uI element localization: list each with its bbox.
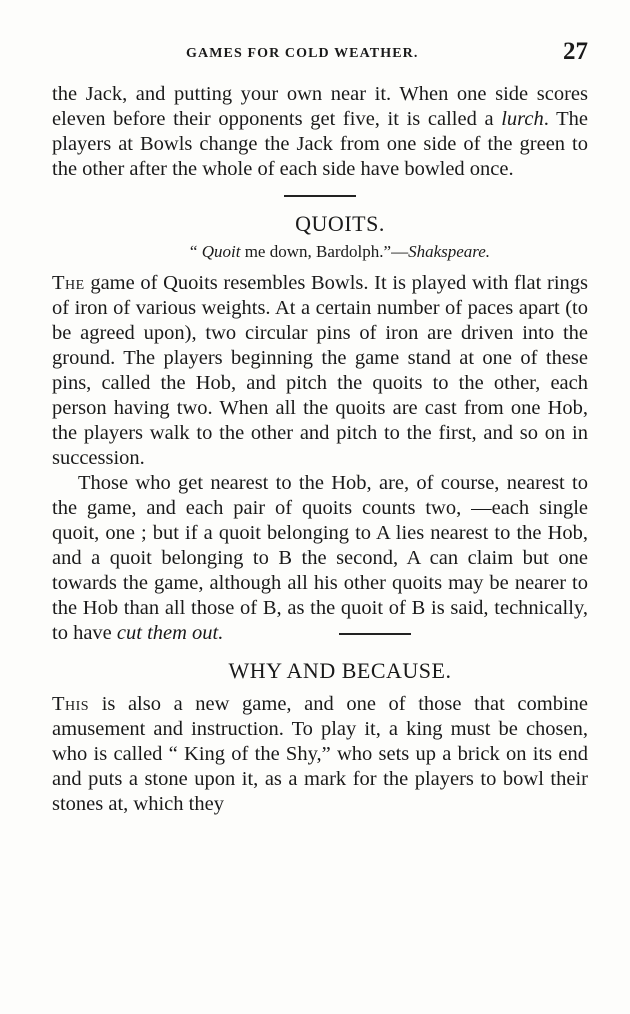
epigraph-quote: me down, Bardolph.”—	[240, 242, 409, 261]
why-paragraph-text: is also a new game, and one of those that combine amusement and instruction. To play it, a king must be chosen, who is called “ King of the Shy,” who sets up a brick on its end and puts a stone upon it, as a mark for the players to bowl their stones at, which they	[52, 693, 588, 815]
quoits-epigraph	[52, 241, 588, 263]
body-text	[52, 82, 588, 817]
bowls-closing-paragraph	[52, 82, 588, 182]
epigraph-italic-word: Quoit	[201, 242, 241, 261]
epigraph-open-quote: “	[189, 242, 202, 261]
quoits-closing-line	[117, 622, 411, 644]
running-title: GAMES FOR COLD WEATHER.	[186, 46, 419, 61]
quoits-paragraph-1-text: game of Quoits resembles Bowls. It is played with flat rings of iron of various weights. At a certain number of paces apart (to be agreed upon), two circular pins of iron are driven into the ground. The players beginning the game stand at one of these pins, called the Hob, and pitch the quoits to the other, each person having two. When all the quoits are cast from one Hob, the players walk to the other and pitch to the first, and so on in succession.	[52, 272, 588, 469]
cut-them-out-term: cut them out.	[116, 622, 224, 644]
why-and-because-heading: WHY AND BECAUSE.	[228, 658, 452, 683]
bowls-text-part-2: . The players at Bowls change the Jack from one side of the green to the other after the whole of each side have bowled once.	[52, 108, 588, 180]
quoits-paragraph-2	[52, 471, 588, 646]
section-divider-inline	[339, 633, 411, 635]
quoits-paragraph-2-text: Those who get nearest to the Hob, are, of course, nearest to the game, and each pair of quoits counts two, —each single quoit, one ; but if a quoit belonging to A lies nearest to the Hob, and a quoit belonging to B the second, A can claim but one towards the game, although all his other quoits may be nearer to the Hob than all those of B, as the quoit of B is said, technically, to have	[52, 472, 588, 644]
bowls-text-part-1: the Jack, and putting your own near it. When one side scores eleven before their opponents get five, it is called a	[52, 83, 588, 130]
page-number: 27	[563, 38, 588, 65]
running-head	[52, 38, 588, 68]
why-lead-word: This	[52, 693, 90, 715]
epigraph-author: Shakspeare.	[408, 242, 491, 261]
lurch-term: lurch	[501, 108, 544, 130]
quoits-paragraph-1	[52, 271, 588, 471]
quoits-heading: QUOITS.	[295, 211, 385, 236]
quoits-lead-word: The	[52, 272, 85, 294]
section-divider	[284, 195, 356, 197]
why-and-because-paragraph	[52, 692, 588, 817]
